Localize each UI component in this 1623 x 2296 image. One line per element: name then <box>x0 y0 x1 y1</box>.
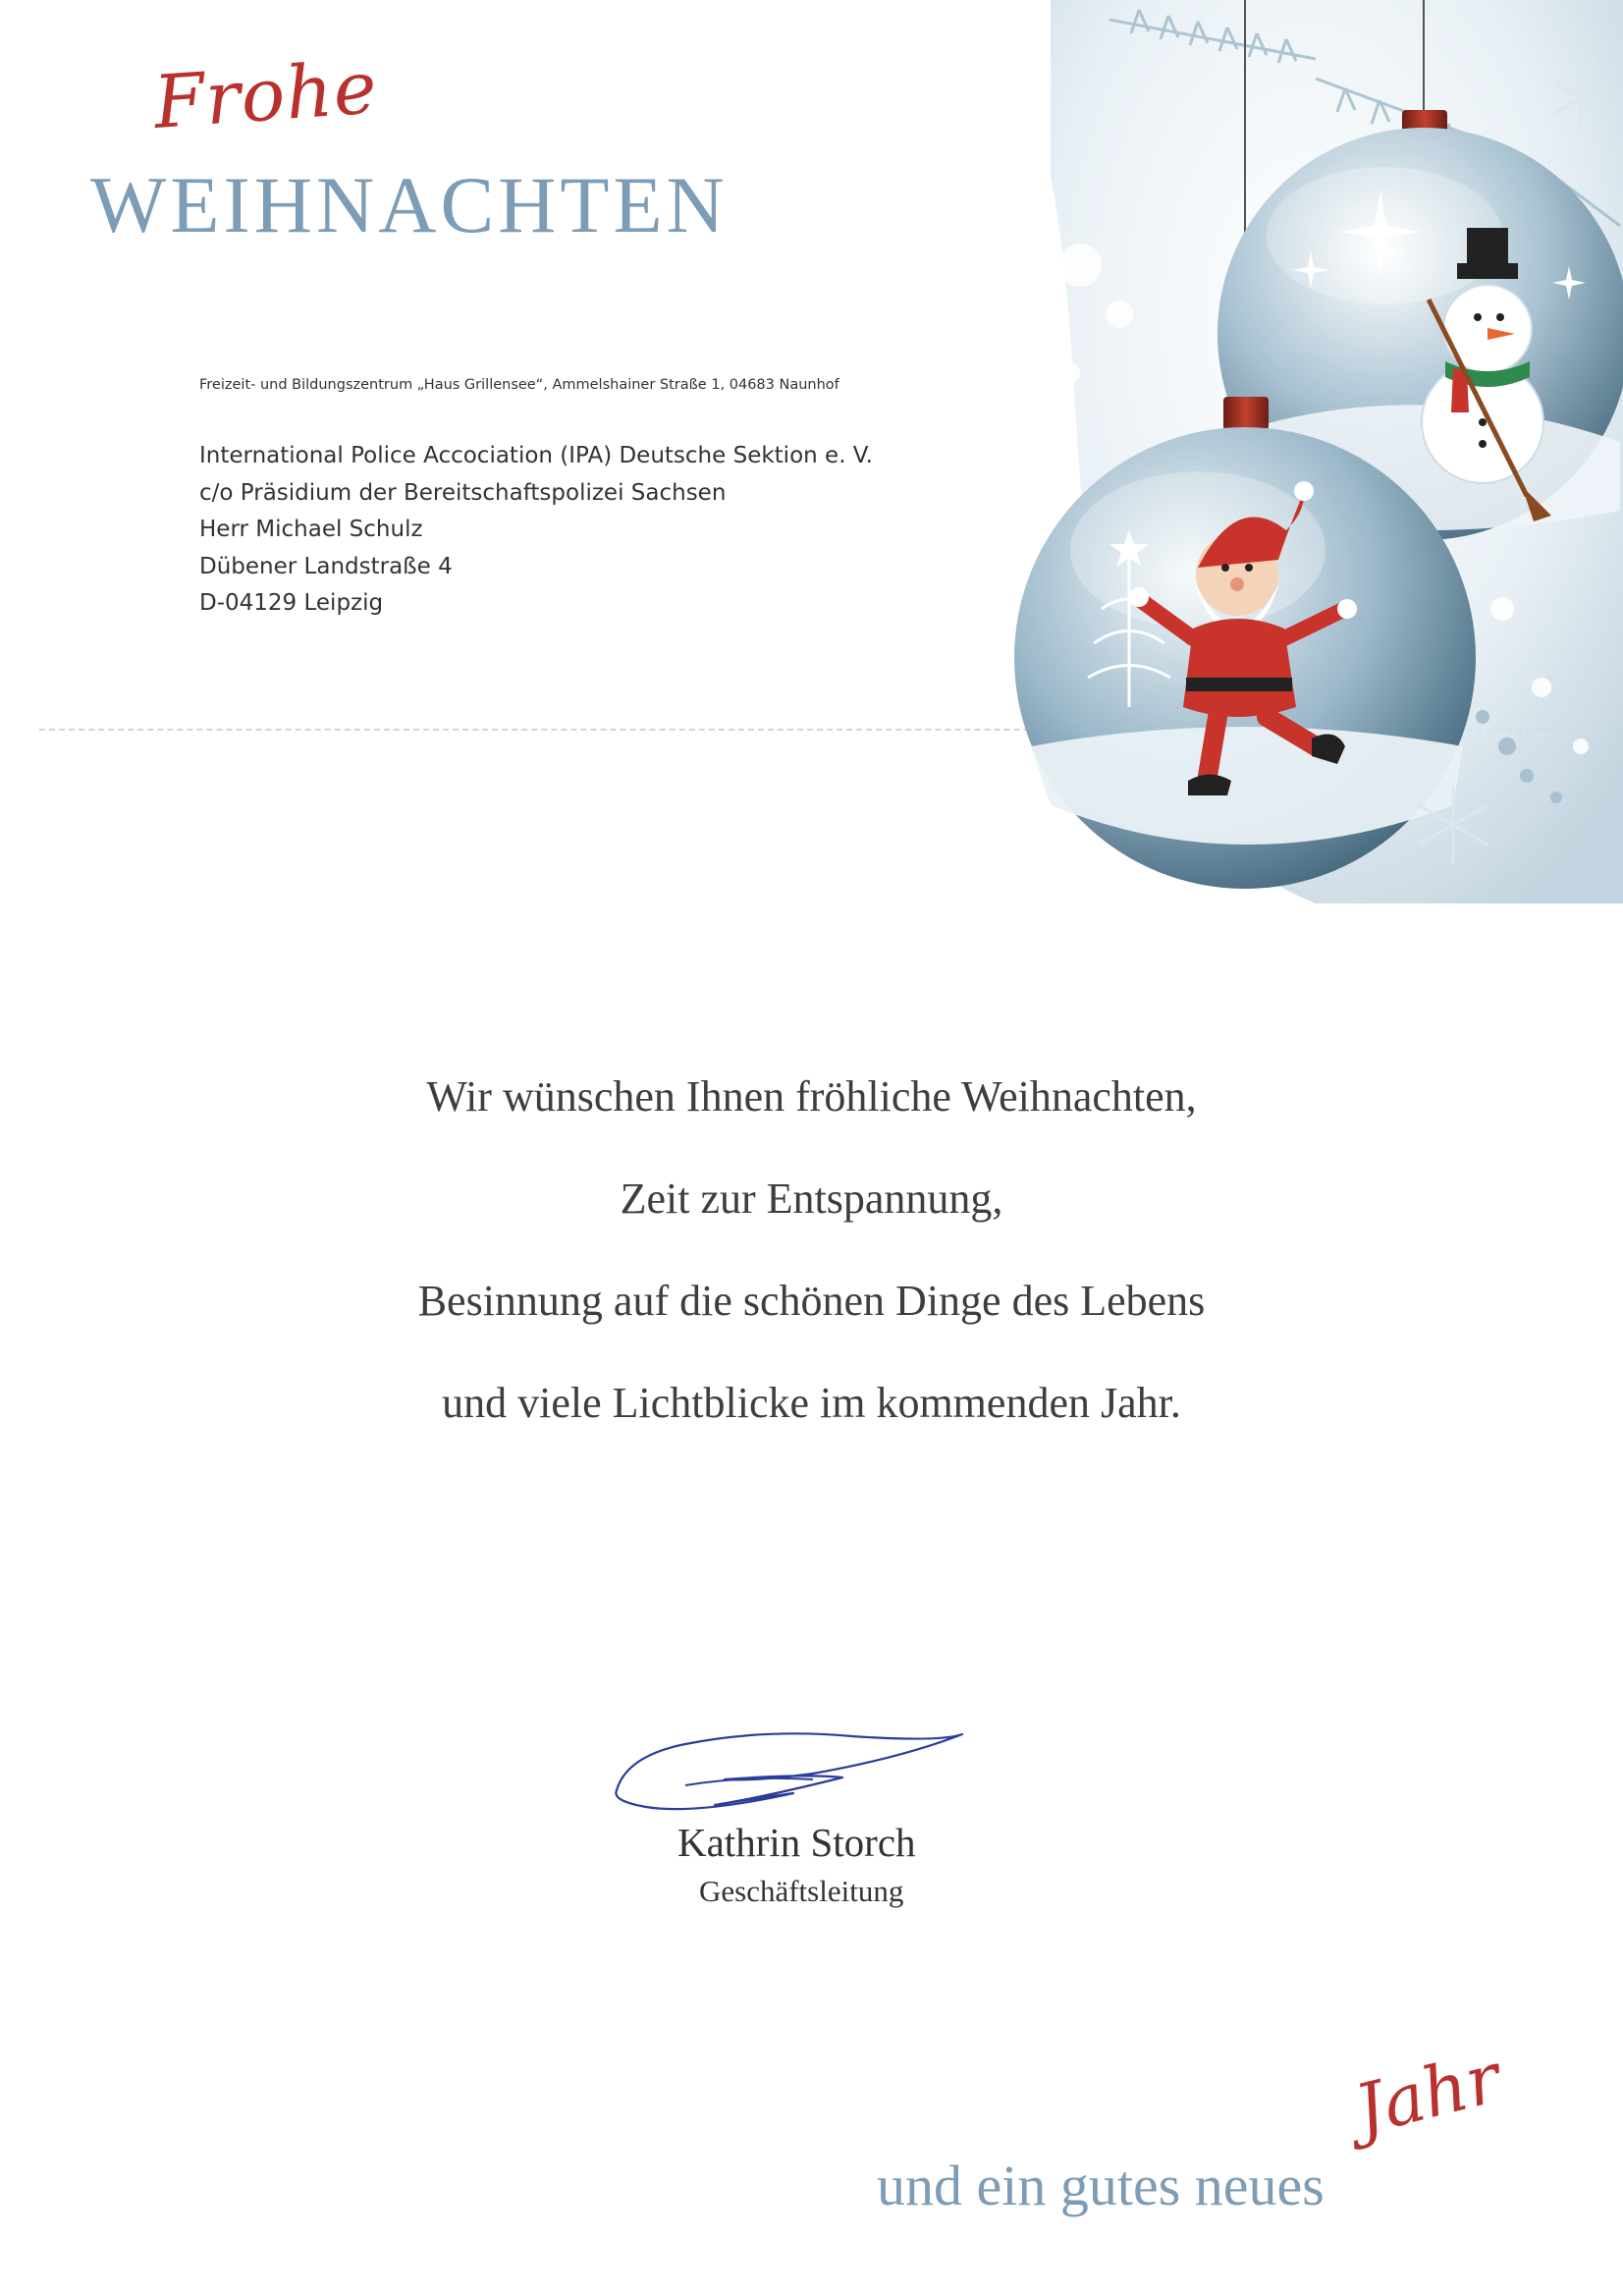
message-line: Besinnung auf die schönen Dinge des Lebens <box>417 1277 1206 1325</box>
footer-jahr: Jahr <box>1347 2037 1508 2151</box>
christmas-ornaments-illustration <box>992 0 1623 903</box>
address-line: c/o Präsidium der Bereitschaftspolizei Sachsen <box>199 479 727 506</box>
signer-name: Kathrin Storch <box>677 1820 916 1865</box>
greeting-frohe: Frohe <box>151 45 381 145</box>
message-line: Wir wünschen Ihnen fröhliche Weihnachten, <box>426 1072 1197 1121</box>
greeting-weihnachten: WEIHNACHTEN <box>90 160 729 249</box>
message-line: Zeit zur Entspannung, <box>620 1175 1003 1223</box>
greeting-message <box>147 1046 1476 1454</box>
recipient-address <box>199 438 873 623</box>
footer-greeting: und ein gutes neues <box>877 2154 1325 2217</box>
sender-line: Freizeit- und Bildungszentrum „Haus Grillensee“, Ammelshainer Straße 1, 04683 Naunhof <box>199 377 839 393</box>
message-line: und viele Lichtblicke im kommenden Jahr. <box>442 1379 1181 1427</box>
address-line: Dübener Landstraße 4 <box>199 553 453 579</box>
signer-role: Geschäftsleitung <box>699 1874 904 1908</box>
address-line: International Police Accociation (IPA) Deutsche Sektion e. V. <box>199 443 873 468</box>
signature <box>607 1717 980 1825</box>
address-line: D-04129 Leipzig <box>199 590 384 616</box>
address-line: Herr Michael Schulz <box>199 517 423 542</box>
